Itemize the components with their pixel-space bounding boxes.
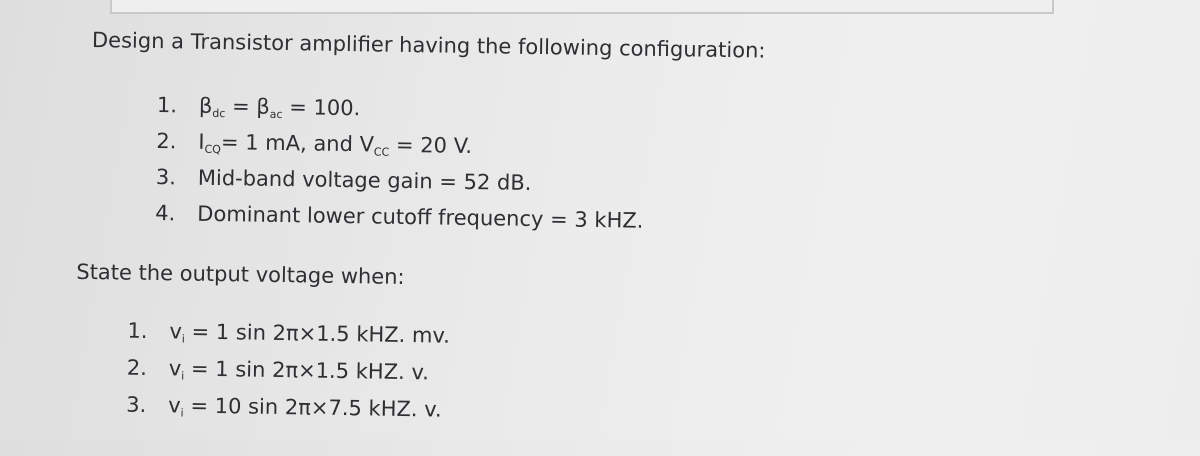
item-text: Mid-band voltage gain = 52 dB. (197, 165, 532, 195)
item-text: β (198, 93, 213, 118)
item-number: 4. (155, 201, 176, 226)
config-item (156, 167, 532, 194)
config-item (156, 131, 472, 157)
item-number: 3. (126, 392, 147, 417)
item-number: 1. (127, 318, 148, 343)
output-item (127, 318, 451, 348)
item-text: v (168, 393, 181, 418)
subscript: CC (373, 145, 390, 159)
item-text: v (168, 356, 182, 381)
item-text: = 1 sin 2π×1.5 kHZ. v. (184, 356, 430, 385)
item-number: 2. (126, 355, 148, 380)
item-number: 3. (155, 165, 177, 190)
config-item (155, 203, 643, 232)
subscript: i (181, 332, 185, 346)
item-text: = 1 sin 2π×1.5 kHZ. mv. (184, 319, 451, 348)
item-text: = β (225, 94, 270, 119)
subscript: dc (212, 106, 226, 121)
output-item (126, 355, 430, 385)
item-text: = 10 sin 2π×7.5 kHZ. v. (183, 393, 442, 422)
item-text: = 1 mA, and V (220, 130, 375, 157)
subscript: i (181, 369, 185, 383)
item-text: v (169, 319, 183, 344)
subscript: i (180, 406, 184, 420)
item-text: Dominant lower cutoff frequency = 3 kHZ. (197, 201, 644, 233)
subscript: CQ (204, 142, 221, 157)
heading: Design a Transistor amplifier having the following configuration: (91, 28, 766, 63)
item-number: 2. (156, 129, 177, 154)
subscript: ac (269, 107, 283, 122)
item-number: 1. (156, 93, 178, 118)
item-text: I (198, 129, 205, 154)
subheading: State the output voltage when: (76, 259, 405, 289)
item-text: = 100. (282, 95, 361, 121)
item-text: = 20 V. (389, 132, 473, 159)
output-item (126, 392, 442, 422)
config-item (156, 93, 361, 122)
